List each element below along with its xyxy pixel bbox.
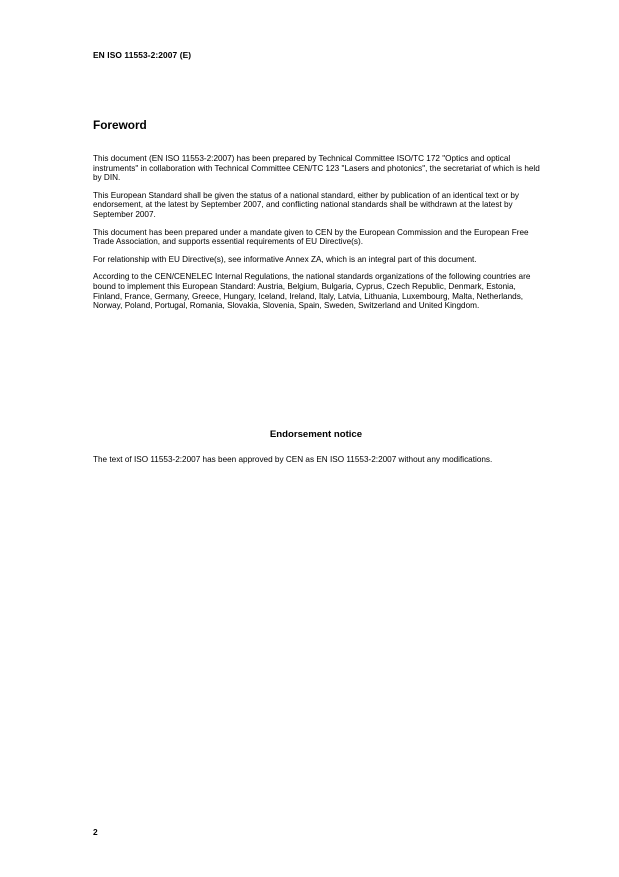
foreword-title: Foreword	[93, 118, 147, 132]
foreword-paragraph-3: This document has been prepared under a mandate given to CEN by the European Commission and the European Free Trade Association, and supports essential requirements of EU Directive(s).	[93, 227, 529, 247]
foreword-body	[93, 154, 541, 319]
page-number: 2	[93, 827, 98, 837]
foreword-paragraph-5: According to the CEN/CENELEC Internal Regulations, the national standards organizations of the following countries are bound to implement this European Standard: Austria, Belgium, Bulgaria, Cyprus, Czech Republic, Denmark, Estonia, Finland, France, Germany, Greece, Hungary, Iceland, Ireland, Italy, Latvia, Lithuania, Luxembourg, Malta, Netherlands, Norway, Poland, Portugal, Romania, Slovakia, Slovenia, Spain, Sweden, Switzerland and United Kingdom.	[93, 272, 531, 311]
endorsement-body	[93, 455, 541, 473]
foreword-paragraph-1: This document (EN ISO 11553-2:2007) has been prepared by Technical Committee ISO/TC 172 "Optics and optical instruments" in collaboration with Technical Committee CEN/TC 123 "Lasers and photonics", the secretariat of which is held by DIN.	[93, 154, 540, 183]
endorsement-text: The text of ISO 11553-2:2007 has been approved by CEN as EN ISO 11553-2:2007 without any modifications.	[93, 455, 493, 464]
endorsement-heading: Endorsement notice	[269, 429, 363, 440]
foreword-paragraph-4: For relationship with EU Directive(s), see informative Annex ZA, which is an integral part of this document.	[93, 254, 477, 264]
document-header-id: EN ISO 11553-2:2007 (E)	[93, 50, 192, 60]
foreword-paragraph-2: This European Standard shall be given the status of a national standard, either by publication of an identical text or by endorsement, at the latest by September 2007, and conflicting national standards shall be withdrawn at the latest by September 2007.	[93, 190, 520, 219]
